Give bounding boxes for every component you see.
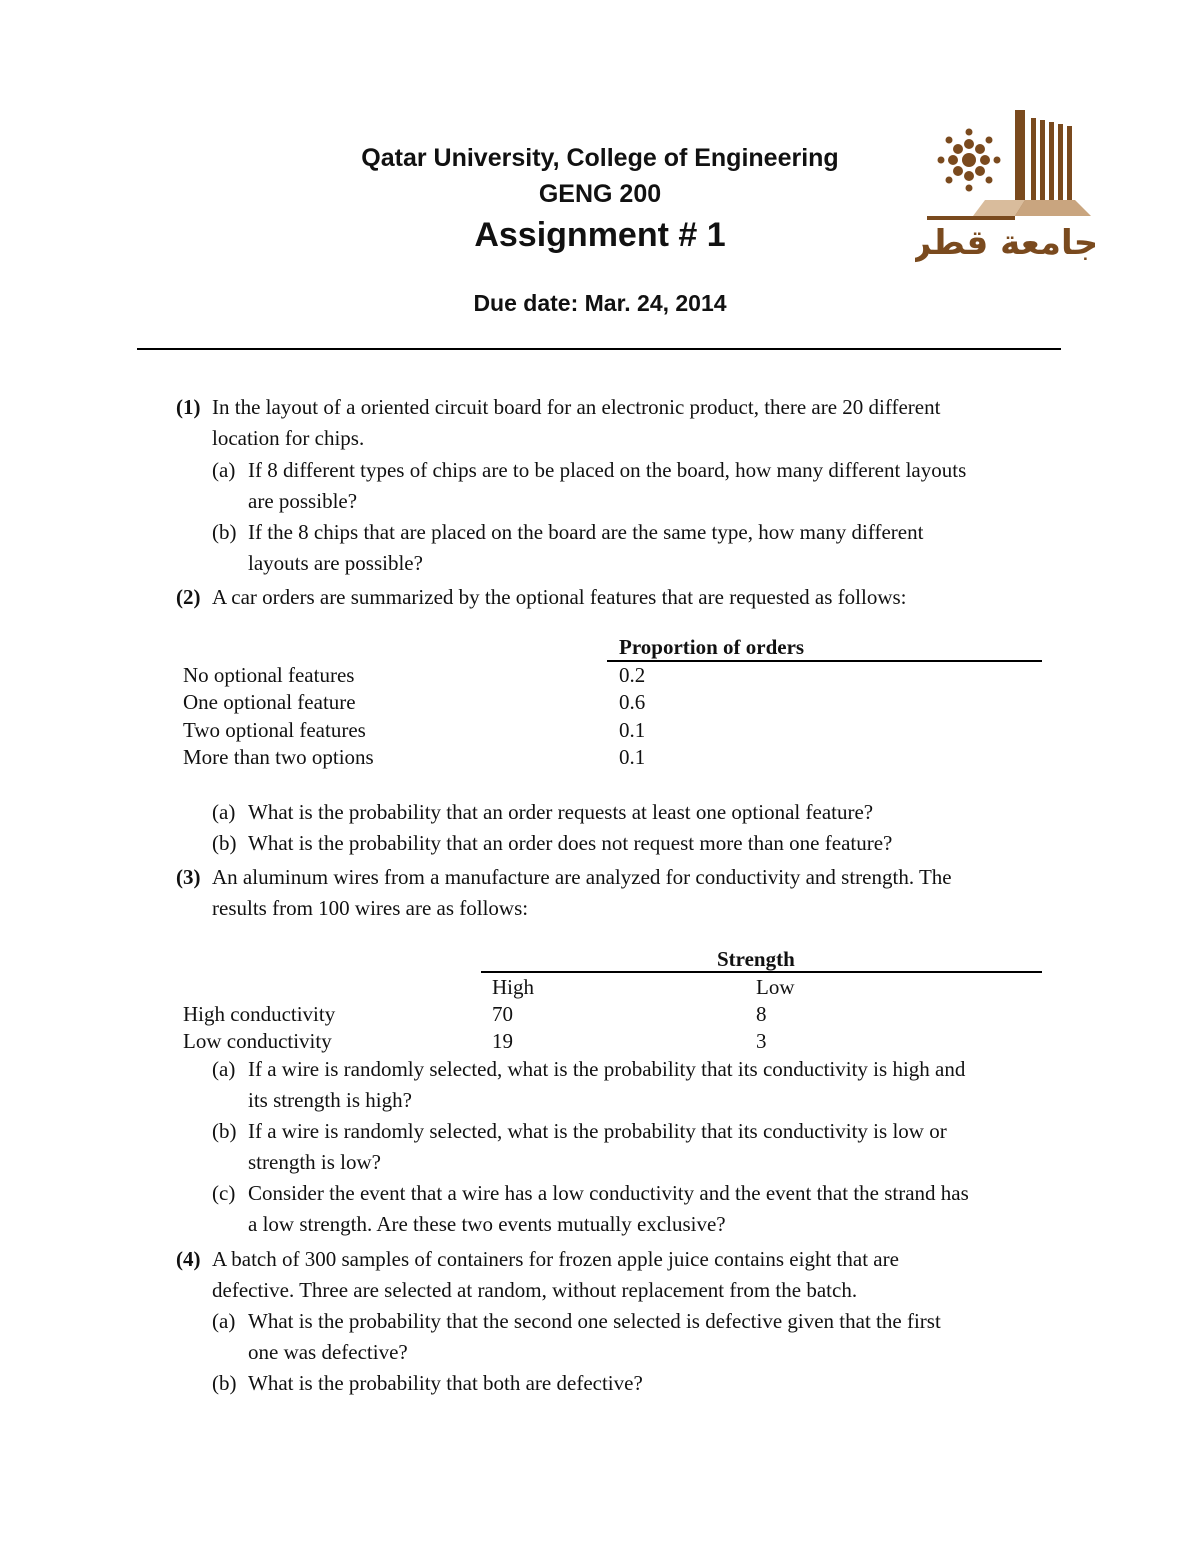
part-text: Consider the event that a wire has a low conductivity and the event that the strand has: [248, 1181, 969, 1205]
table-row-label: One optional feature: [183, 690, 356, 714]
university-logo: [915, 104, 1095, 264]
part-text: If a wire is randomly selected, what is the probability that its conductivity is high and: [248, 1057, 966, 1081]
table-row-value: 0.6: [619, 690, 646, 714]
question-2-part-a: [212, 797, 1062, 828]
table-cell: 19: [492, 1029, 513, 1053]
question-number: (2): [176, 585, 201, 609]
table-row-value: 0.2: [619, 663, 646, 687]
question-1-part-b-continued: layouts are possible?: [248, 551, 423, 575]
question-2: [176, 582, 1056, 613]
question-number: (1): [176, 395, 201, 419]
table-cell: 8: [756, 1002, 767, 1026]
question-4: [176, 1244, 1056, 1275]
due-date: Due date: Mar. 24, 2014: [473, 290, 727, 316]
part-label: (a): [212, 1309, 236, 1333]
table-row-label: High conductivity: [183, 1002, 336, 1026]
question-text: In the layout of a oriented circuit board for an electronic product, there are 20 different: [212, 395, 941, 419]
table-cell: 3: [756, 1029, 767, 1053]
question-4-continued: defective. Three are selected at random, without replacement from the batch.: [212, 1278, 858, 1302]
question-3-part-c: [212, 1178, 1062, 1209]
qatar-university-logo-icon: [915, 104, 1095, 264]
question-3-part-b-continued: strength is low?: [248, 1150, 381, 1174]
table-row-label: Two optional features: [183, 718, 366, 742]
question-1-part-b: [212, 517, 1062, 548]
table-column-high: High: [492, 975, 534, 999]
question-3-part-a-continued: its strength is high?: [248, 1088, 412, 1112]
document-header: [0, 0, 1200, 360]
part-label: (b): [212, 1371, 237, 1395]
part-label: (c): [212, 1181, 236, 1205]
part-text: What is the probability that the second one selected is defective given that the first: [248, 1309, 941, 1333]
part-text: What is the probability that an order requests at least one optional feature?: [248, 800, 874, 824]
question-text: An aluminum wires from a manufacture are analyzed for conductivity and strength. The: [212, 865, 952, 889]
question-4-part-a-continued: one was defective?: [248, 1340, 408, 1364]
table-column-low: Low: [756, 975, 795, 999]
question-number: (4): [176, 1247, 201, 1271]
question-number: (3): [176, 865, 201, 889]
part-text: What is the probability that both are defective?: [248, 1371, 643, 1395]
question-1: [176, 392, 1056, 423]
table-header-proportion: Proportion of orders: [619, 635, 805, 659]
question-1-part-a-continued: are possible?: [248, 489, 358, 513]
question-text: A car orders are summarized by the optional features that are requested as follows:: [212, 585, 907, 609]
table-row-value: 0.1: [619, 745, 646, 769]
table-row-label: More than two options: [183, 745, 374, 769]
part-label: (b): [212, 1119, 237, 1143]
part-label: (a): [212, 458, 236, 482]
table-header-rule: [607, 660, 1042, 662]
table-cell: 70: [492, 1002, 513, 1026]
question-3: [176, 862, 1056, 893]
question-4-part-a: [212, 1306, 1062, 1337]
question-3-part-b: [212, 1116, 1062, 1147]
part-label: (b): [212, 520, 237, 544]
part-text: What is the probability that an order does not request more than one feature?: [248, 831, 893, 855]
part-label: (a): [212, 1057, 236, 1081]
part-text: If 8 different types of chips are to be placed on the board, how many different layouts: [248, 458, 967, 482]
part-label: (a): [212, 800, 236, 824]
table-row-label: No optional features: [183, 663, 355, 687]
question-text: A batch of 300 samples of containers for frozen apple juice contains eight that are: [212, 1247, 899, 1271]
question-2-part-b: [212, 828, 1062, 859]
table-group-header-strength: Strength: [717, 947, 795, 971]
question-4-part-b: [212, 1368, 1062, 1399]
assignment-title: Assignment # 1: [474, 216, 726, 254]
table-row-label: Low conductivity: [183, 1029, 332, 1053]
table-header-rule: [481, 971, 1042, 973]
part-label: (b): [212, 831, 237, 855]
part-text: If the 8 chips that are placed on the board are the same type, how many different: [248, 520, 924, 544]
header-divider: [137, 348, 1061, 350]
logo-arabic-text: جامعة قطر: [915, 223, 1095, 263]
course-code: GENG 200: [538, 180, 662, 208]
question-3-continued: results from 100 wires are as follows:: [212, 896, 529, 920]
part-text: If a wire is randomly selected, what is the probability that its conductivity is low or: [248, 1119, 947, 1143]
question-3-part-a: [212, 1054, 1062, 1085]
question-3-part-c-continued: a low strength. Are these two events mutually exclusive?: [248, 1212, 726, 1236]
question-1-part-a: [212, 455, 1062, 486]
question-1-continued: location for chips.: [212, 426, 365, 450]
table-row-value: 0.1: [619, 718, 646, 742]
institution-name: Qatar University, College of Engineering: [361, 144, 839, 172]
